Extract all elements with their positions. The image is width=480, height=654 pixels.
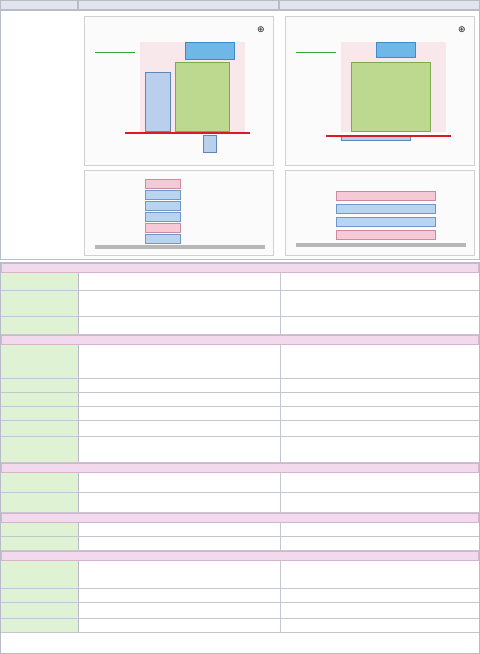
table-row (1, 437, 479, 463)
plan-a-ground-line (95, 245, 265, 249)
column-divider (280, 589, 281, 603)
plan-a-header (78, 0, 279, 10)
plan-a-rating-mark (267, 426, 273, 432)
header-corner-cell (0, 0, 78, 10)
table-row (1, 317, 479, 335)
plan-b-floor-block (336, 230, 436, 240)
plan-a-floor-block (145, 234, 181, 244)
plan-a-pool (185, 42, 235, 60)
plan-b-rating-mark (468, 480, 474, 486)
row-label-cell (1, 589, 79, 602)
plan-a-rating-mark (267, 301, 273, 307)
column-divider (280, 619, 281, 633)
column-divider (280, 345, 281, 379)
plan-a-rating-mark (267, 623, 273, 629)
plan-a-section-line (125, 132, 250, 134)
column-divider (280, 437, 281, 463)
table-row (1, 421, 479, 437)
row-label-cell (1, 493, 79, 512)
section-band (1, 263, 479, 273)
plan-a-rating-mark (267, 447, 273, 453)
north-arrow-icon-b: ⊕ (458, 25, 466, 35)
plan-b-floor-block (336, 217, 436, 227)
row-label-cell (1, 523, 79, 536)
plan-a-schoolyard (175, 62, 230, 132)
row-label-cell (1, 619, 79, 632)
table-row (1, 345, 479, 379)
table-row (1, 523, 479, 537)
plan-b-rating-mark (468, 608, 474, 614)
table-row (1, 407, 479, 421)
comparison-table (0, 262, 480, 654)
plan-b-header (279, 0, 480, 10)
row-label-cell (1, 603, 79, 618)
plan-a-rating-mark (267, 359, 273, 365)
table-row (1, 473, 479, 493)
column-divider (280, 523, 281, 537)
plan-b-floor-block (336, 191, 436, 201)
plan-b-rating-mark (468, 593, 474, 599)
plan-b-rating-mark (468, 572, 474, 578)
plan-a-rating-mark (267, 279, 273, 285)
plan-b-ground-line (296, 243, 466, 247)
row-label-cell (1, 473, 79, 492)
plan-a-floor-block (145, 223, 181, 233)
plan-b-section-drawing (285, 170, 475, 256)
row-label-cell (1, 273, 79, 290)
plan-a-access-route (95, 52, 135, 53)
plan-a-rating-mark (267, 323, 273, 329)
north-arrow-icon-a: ⊕ (257, 25, 265, 35)
column-divider (280, 273, 281, 291)
row-label-cell (1, 345, 79, 378)
plan-b-rating-mark (468, 527, 474, 533)
plan-a-school-building (145, 72, 171, 132)
plan-b-pool (376, 42, 416, 58)
table-row (1, 493, 479, 513)
plan-a-site-plan (84, 16, 274, 166)
table-row (1, 537, 479, 551)
column-divider (280, 473, 281, 493)
plan-a-rating-mark (267, 608, 273, 614)
plan-a-rating-mark (267, 593, 273, 599)
plan-a-annex-building (203, 135, 217, 153)
plan-a-rating-mark (267, 411, 273, 417)
plan-a-rating-mark (267, 527, 273, 533)
table-row (1, 561, 479, 589)
column-divider (280, 393, 281, 407)
plan-b-access-route (296, 52, 336, 53)
row-label-cell (1, 393, 79, 406)
row-label-cell (1, 407, 79, 420)
plan-a-rating-mark (267, 500, 273, 506)
plan-a-floor-block (145, 212, 181, 222)
table-row (1, 273, 479, 291)
row-label-cell (1, 437, 79, 462)
plan-b-rating-mark (468, 447, 474, 453)
plan-b-rating-mark (468, 500, 474, 506)
column-divider (280, 291, 281, 317)
table-row (1, 393, 479, 407)
row-label-cell (1, 421, 79, 436)
column-divider (280, 493, 281, 513)
plan-a-rating-mark (267, 397, 273, 403)
plan-b-site-plan (285, 16, 475, 166)
table-row (1, 589, 479, 603)
row-label-cell (1, 537, 79, 550)
plan-b-schoolyard (351, 62, 431, 132)
row-label-cell (1, 317, 79, 334)
plan-b-rating-mark (468, 411, 474, 417)
plan-a-rating-mark (267, 541, 273, 547)
row-label-cell (1, 291, 79, 316)
column-divider (280, 407, 281, 421)
column-divider (280, 603, 281, 619)
plan-b-floor-block (336, 204, 436, 214)
plan-a-floor-block (145, 190, 181, 200)
table-row (1, 291, 479, 317)
plan-b-rating-mark (468, 279, 474, 285)
plan-a-floor-block (145, 201, 181, 211)
row-label-cell (1, 379, 79, 392)
column-divider (280, 317, 281, 335)
plan-b-rating-mark (468, 623, 474, 629)
section-band (1, 463, 479, 473)
plan-a-rating-mark (267, 480, 273, 486)
table-row (1, 619, 479, 633)
plan-a-rating-mark (267, 572, 273, 578)
plan-a-floor-block (145, 179, 181, 189)
plan-b-rating-mark (468, 323, 474, 329)
table-row (1, 379, 479, 393)
plan-b-rating-mark (468, 301, 474, 307)
plan-b-rating-mark (468, 383, 474, 389)
plan-a-section-drawing (84, 170, 274, 256)
column-divider (280, 537, 281, 551)
plan-b-rating-mark (468, 426, 474, 432)
section-band (1, 335, 479, 345)
table-row (1, 603, 479, 619)
plan-a-rating-mark (267, 383, 273, 389)
row-label-cell (1, 561, 79, 588)
column-divider (280, 421, 281, 437)
column-divider (280, 379, 281, 393)
plan-b-section-line (326, 135, 451, 137)
plan-b-rating-mark (468, 359, 474, 365)
plan-b-rating-mark (468, 541, 474, 547)
section-band (1, 551, 479, 561)
section-band (1, 513, 479, 523)
plan-b-rating-mark (468, 397, 474, 403)
column-divider (280, 561, 281, 589)
